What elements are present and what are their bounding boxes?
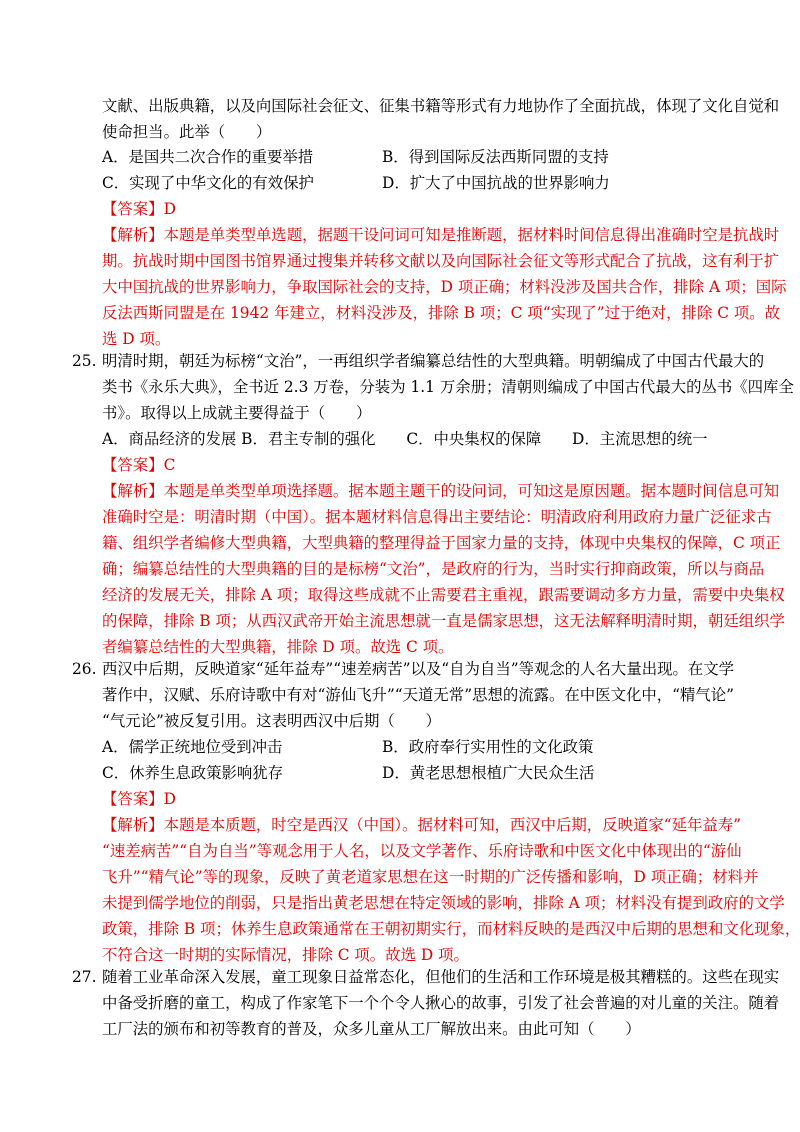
q26-option-b: B．政府奉行实用性的文化政策 bbox=[382, 738, 594, 756]
q26-option-c: C．休养生息政策影响犹存 bbox=[102, 764, 284, 782]
q24-analysis-line-3: 大中国抗战的世界影响力，争取国际社会的支持，D 项正确；材料没涉及国共合作，排除 A 项；国际 bbox=[102, 278, 787, 296]
q24-analysis-line-2: 期。抗战时期中国图书馆界通过搜集并转移文献以及向国际社会征文等形式配合了抗战，这有利于扩 bbox=[102, 252, 780, 270]
q25-analysis-line-1: 【解析】本题是单类型单项选择题。据本题主题干的设问词，可知这是原因题。据本题时间信息可知 bbox=[102, 482, 780, 500]
q27-stem-line-3: 工厂法的颁布和初等教育的普及，众多儿童从工厂解放出来。由此可知（ ） bbox=[102, 1020, 641, 1038]
q25-analysis-line-3: 籍、组织学者编修大型典籍，大型典籍的整理得益于国家力量的支持，体现中央集权的保障，C 项正 bbox=[102, 534, 781, 552]
q25-analysis-line-7: 者编纂总结性的大型典籍，排除 D 项。故选 C 项。 bbox=[102, 638, 454, 656]
q24-option-a: A．是国共二次合作的重要举措 bbox=[102, 148, 314, 166]
q25-stem-line-2: 类书《永乐大典》，全书近 2.3 万卷，分装为 1.1 万余册；清朝则编成了中国古代最大的丛书《四库全 bbox=[102, 378, 794, 396]
q26-analysis-line-5: 政策，排除 B 项；休养生息政策通常在王朝初期实行，而材料反映的是西汉中后期的思想和文化现象， bbox=[102, 920, 800, 938]
q27-stem-line-1: 随着工业革命深入发展，童工现象日益常态化，但他们的生活和工作环境是极其糟糕的。这些在现实 bbox=[102, 968, 780, 986]
q26-option-d: D．黄老思想根植广大民众生活 bbox=[382, 764, 595, 782]
q26-stem-line-2: 著作中，汉赋、乐府诗歌中有对“游仙飞升”“天道无常”思想的流露。在中医文化中，“精气论” bbox=[102, 686, 735, 704]
q25-analysis-line-2: 准确时空是：明清时期（中国）。据本题材料信息得出主要结论：明清政府利用政府力量广泛征求古 bbox=[102, 508, 772, 526]
q25-analysis-line-6: 的保障，排除 B 项；从西汉武帝开始主流思想就一直是儒家思想，这无法解释明清时期，朝廷组织学 bbox=[102, 612, 785, 630]
q24-stem-line-1: 文献、出版典籍，以及向国际社会征文、征集书籍等形式有力地协作了全面抗战，体现了文化自觉和 bbox=[102, 97, 780, 115]
q26-analysis-line-4: 未提到儒学地位的削弱，只是指出黄老思想在特定领域的影响，排除 A 项；材料没有提到政府的文学 bbox=[102, 894, 785, 912]
q26-stem-line-3: “气元论”被反复引用。这表明西汉中后期（ ） bbox=[102, 712, 441, 730]
q26-analysis-line-2: “速差病苦”“自为自当”等观念用于人名，以及文学著作、乐府诗歌和中医文化中体现出的“游仙 bbox=[102, 842, 742, 860]
q26-analysis-line-6: 不符合这一时期的实际情况，排除 C 项。故选 D 项。 bbox=[102, 946, 469, 964]
q25-analysis-line-4: 确；编纂总结性的大型典籍的目的是标榜“文治”，是政府的行为，当时实行抑商政策，所以与商品 bbox=[102, 560, 765, 578]
q24-answer: 【答案】D bbox=[102, 200, 176, 218]
q25-number: 25. bbox=[72, 352, 97, 370]
q24-analysis-line-5: 选 D 项。 bbox=[102, 330, 171, 348]
q25-answer: 【答案】C bbox=[102, 456, 176, 474]
q24-option-b: B．得到国际反法西斯同盟的支持 bbox=[382, 148, 609, 166]
q26-stem-line-1: 西汉中后期，反映道家“延年益寿”“速差病苦”以及“自为自当”等观念的人名大量出现。在文学 bbox=[102, 660, 735, 678]
q24-option-d: D．扩大了中国抗战的世界影响力 bbox=[382, 174, 610, 192]
q26-option-a: A．儒学正统地位受到冲击 bbox=[102, 738, 283, 756]
q24-stem-line-2: 使命担当。此举（ ） bbox=[102, 123, 272, 141]
q26-number: 26. bbox=[72, 660, 97, 678]
q26-analysis-line-1: 【解析】本题是本质题，时空是西汉（中国）。据材料可知，西汉中后期，反映道家“延年益寿” bbox=[102, 816, 742, 834]
q24-option-c: C．实现了中华文化的有效保护 bbox=[102, 174, 314, 192]
q25-analysis-line-5: 经济的发展无关，排除 A 项；取得这些成就不止需要君主重视，跟需要调动多方力量，需要中央集权 bbox=[102, 586, 785, 604]
q24-analysis-line-4: 反法西斯同盟是在 1942 年建立，材料没涉及，排除 B 项；C 项“实现了”过于绝对，排除 C 项。故 bbox=[102, 304, 781, 322]
q26-analysis-line-3: 飞升”“精气论”等的现象，反映了黄老道家思想在这一时期的广泛传播和影响，D 项正确；材料并 bbox=[102, 868, 759, 886]
q27-stem-line-2: 中备受折磨的童工，构成了作家笔下一个个令人揪心的故事，引发了社会普遍的对儿童的关注。随着 bbox=[102, 994, 780, 1012]
q27-number: 27. bbox=[72, 968, 97, 986]
q24-analysis-line-1: 【解析】本题是单类型单选题，据题干设问词可知是推断题，据材料时间信息得出准确时空是抗战时 bbox=[102, 226, 780, 244]
q25-stem-line-1: 明清时期，朝廷为标榜“文治”，一再组织学者编纂总结性的大型典籍。明朝编成了中国古代最大的 bbox=[102, 352, 765, 370]
q25-stem-line-3: 书》。取得以上成就主要得益于（ ） bbox=[102, 404, 372, 422]
q25-options: A．商品经济的发展 B．君主专制的强化 C．中央集权的保障 D．主流思想的统一 bbox=[102, 430, 708, 448]
q26-answer: 【答案】D bbox=[102, 790, 176, 808]
